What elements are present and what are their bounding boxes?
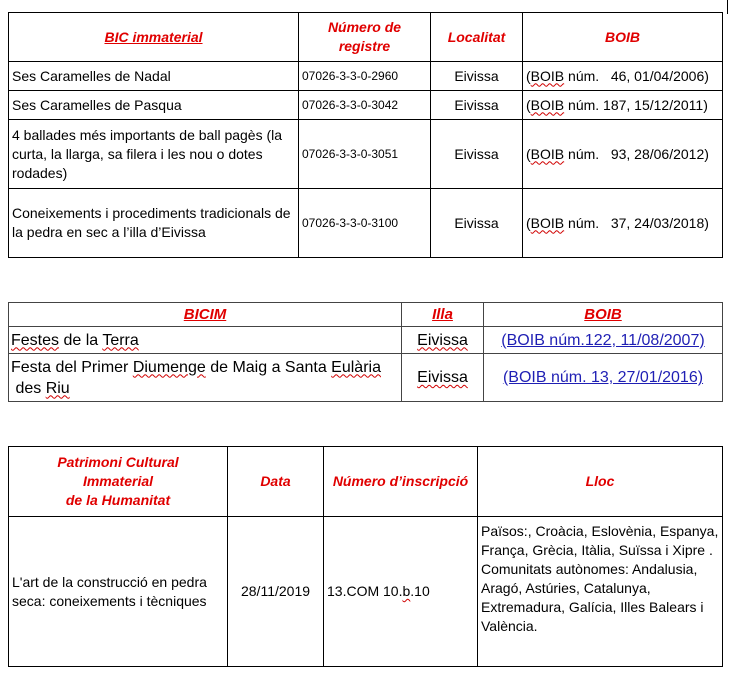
bic-locality-cell: Eivissa: [431, 91, 523, 120]
bicim-header-boib: BOIB: [484, 303, 723, 327]
name-part: de la: [59, 331, 103, 349]
bicim-name-cell: [9, 354, 402, 402]
unesco-header-heritage: Patrimoni Cultural Immaterial de la Humanitat: [9, 447, 228, 517]
table-row: [9, 354, 723, 402]
bic-header-boib: BOIB: [523, 13, 723, 62]
bicim-header-row: [9, 303, 723, 327]
place-regions: Comunitats autònomes: Andalusia, Aragó, Astúries, Catalunya, Extremadura, Galícia, Illes Balears i València.: [481, 561, 704, 634]
bicim-island-cell: [402, 327, 484, 354]
name-part: Terra: [102, 331, 139, 349]
bic-code-cell: 07026-3-3-0-3042: [299, 91, 431, 120]
boib-paren: (: [526, 67, 531, 84]
boib-word: BOIB: [530, 214, 565, 231]
bicim-island-cell: [402, 354, 484, 402]
table-row: [9, 189, 723, 258]
place-countries: Països:, Croàcia, Eslovènia, Espanya, França, Grècia, Itàlia, Suïssa i Xipre .: [481, 523, 719, 558]
unesco-place-cell: [478, 517, 723, 667]
bic-locality-cell: Eivissa: [431, 120, 523, 189]
bic-code-cell: 07026-3-3-0-3051: [299, 120, 431, 189]
bicim-header-island: Illa: [402, 303, 484, 327]
boib-link[interactable]: (BOIB núm.122, 11/08/2007): [501, 331, 705, 349]
unesco-header-date: Data: [228, 447, 324, 517]
bicim-boib-cell[interactable]: [484, 354, 723, 402]
unesco-header-number: Número d’inscripció: [324, 447, 478, 517]
boib-ref: núm. 93, 28/06/2012): [564, 145, 709, 162]
bic-boib-cell: [523, 120, 723, 189]
boib-word: BOIB: [530, 96, 565, 113]
unesco-name-cell: L'art de la construcció en pedra seca: coneixements i tècniques: [9, 517, 228, 667]
boib-paren: (: [526, 145, 531, 162]
name-part: Festes: [11, 331, 60, 349]
bic-code-cell: 07026-3-3-0-2960: [299, 62, 431, 91]
unesco-header-row: [9, 447, 723, 517]
bicim-name-cell: [9, 327, 402, 354]
name-part: Eulària: [331, 358, 381, 376]
bicim-table: [8, 302, 723, 402]
bic-name-cell: Coneixements i procediments tradicionals de la pedra en sec a l’illa d’Eivissa: [9, 189, 299, 258]
bic-header-locality: Localitat: [431, 13, 523, 62]
name-part: Diumenge: [132, 358, 206, 376]
unesco-number-cell: [324, 517, 478, 667]
boib-paren: (: [526, 96, 531, 113]
boib-paren: (: [526, 214, 531, 231]
name-part: Riu: [45, 379, 70, 397]
bic-name-cell: Ses Caramelles de Nadal: [9, 62, 299, 91]
bic-name-cell: Ses Caramelles de Pasqua: [9, 91, 299, 120]
bic-header-row: [9, 13, 723, 62]
number-part: 13.COM 10.: [327, 583, 403, 599]
bic-boib-cell: [523, 189, 723, 258]
island-text: Eivissa: [417, 369, 468, 386]
bic-table: [8, 12, 723, 258]
boib-word: BOIB: [530, 67, 565, 84]
bic-boib-cell: [523, 62, 723, 91]
boib-word: BOIB: [530, 145, 565, 162]
bic-locality-cell: Eivissa: [431, 62, 523, 91]
table-row: [9, 62, 723, 91]
bic-header-name: BIC immaterial: [9, 13, 299, 62]
number-part: b: [402, 583, 411, 599]
bicim-boib-cell[interactable]: [484, 327, 723, 354]
bic-name-cell: 4 ballades més importants de ball pagès (la curta, la llarga, sa filera i les nou o dotes rodades): [9, 120, 299, 189]
page-corner-mark: [727, 0, 728, 14]
bic-locality-cell: Eivissa: [431, 189, 523, 258]
number-part: .10: [410, 583, 430, 599]
boib-ref: núm. 187, 15/12/2011): [564, 96, 708, 113]
table-row: [9, 120, 723, 189]
bic-boib-cell: [523, 91, 723, 120]
bicim-header-name: BICIM: [9, 303, 402, 327]
boib-ref: núm. 37, 24/03/2018): [564, 214, 709, 231]
boib-link[interactable]: (BOIB núm. 13, 27/01/2016): [502, 369, 704, 386]
unesco-date-cell: 28/11/2019: [228, 517, 324, 667]
name-part: de Maig a Santa: [205, 358, 332, 376]
unesco-header-place: Lloc: [478, 447, 723, 517]
island-text: Eivissa: [417, 331, 468, 349]
name-part: Festa del Primer: [11, 358, 133, 376]
boib-ref: núm. 46, 01/04/2006): [564, 67, 709, 84]
table-row: [9, 517, 723, 667]
unesco-table: [8, 446, 723, 667]
name-part: des: [11, 379, 46, 397]
table-row: [9, 327, 723, 354]
bic-code-cell: 07026-3-3-0-3100: [299, 189, 431, 258]
bic-header-registry: Número de registre: [299, 13, 431, 62]
table-row: [9, 91, 723, 120]
